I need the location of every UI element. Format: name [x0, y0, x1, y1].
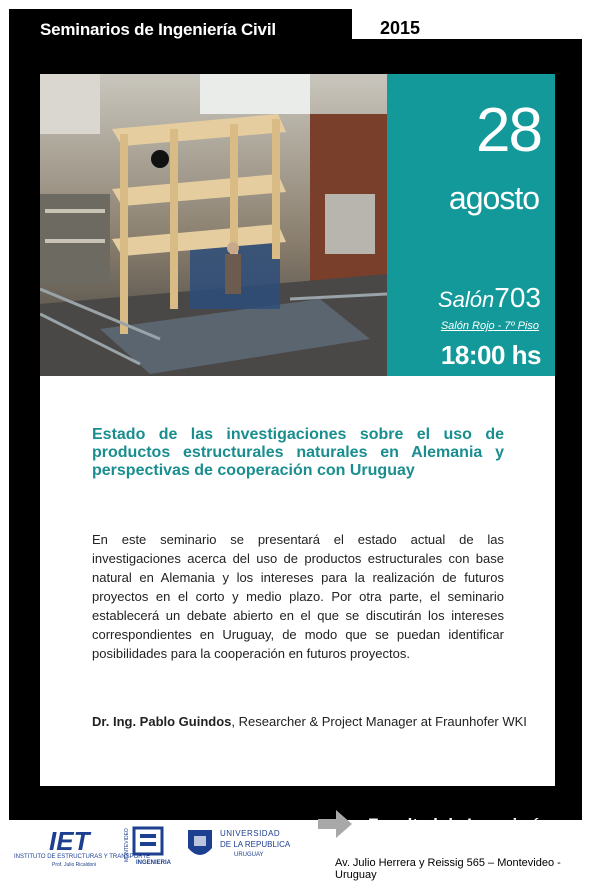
content-panel: [40, 376, 555, 786]
event-time: 18:00 hs: [440, 340, 541, 370]
room-detail: Salón Rojo - 7º Piso: [440, 320, 539, 332]
ingenieria-logo-text: INGENIERIA: [136, 860, 172, 866]
series-title: Seminarios de Ingeniería Civil: [40, 20, 276, 39]
speaker-line: [92, 714, 532, 729]
svg-text:IET: IET: [49, 826, 90, 854]
talk-abstract: En este seminario se presentará el estado actual de las investigaciones acerca del uso de productos estructurales con base natural en Alemania y los intereses para la realización de futuros proyectos en el corto y medio plazo. Por otra parte, el seminario establecerá un debate abierto en el que se discutirán los intereses correspondientes en Uruguay, de modo que se puedan identificar posibilidades para la cooperación en futuros proyectos.: [92, 532, 504, 661]
faculty-name: Facultad de Ingeniería: [368, 815, 548, 834]
ingenieria-logo: [120, 826, 170, 870]
talk-title: Estado de las investigaciones sobre el uso de productos estructurales naturales en Alemania y perspectivas de cooperación con Uruguay: [92, 426, 504, 479]
address: Av. Julio Herrera y Reissig 565 – Montevideo - Uruguay: [335, 857, 561, 881]
event-room: [438, 284, 541, 312]
iet-logo-text: INSTITUTO DE ESTRUCTURAS Y TRANSPORTE: [14, 854, 151, 860]
udelar-line-2: DE LA REPUBLICA: [220, 840, 291, 849]
udelar-logo: [186, 826, 296, 866]
year-label: 2015: [380, 18, 421, 38]
ingenieria-logo-side: MONTEVIDEO: [123, 828, 130, 862]
udelar-line-3: URUGUAY: [234, 852, 264, 858]
room-number: 703: [494, 282, 541, 313]
speaker-role: , Researcher & Project Manager at Fraunhofer WKI: [231, 714, 527, 729]
udelar-line-1: UNIVERSIDAD: [220, 829, 281, 838]
seminar-photo: [40, 74, 387, 376]
room-word: Salón: [438, 287, 495, 312]
event-info-box: [387, 74, 555, 376]
event-day: 28: [476, 96, 541, 165]
arrow-right-icon: [318, 810, 352, 838]
iet-logo-sub: Prof. Julio Ricaldoni: [52, 862, 97, 868]
speaker-name: Dr. Ing. Pablo Guindos: [92, 714, 232, 729]
event-month: agosto: [448, 180, 539, 216]
